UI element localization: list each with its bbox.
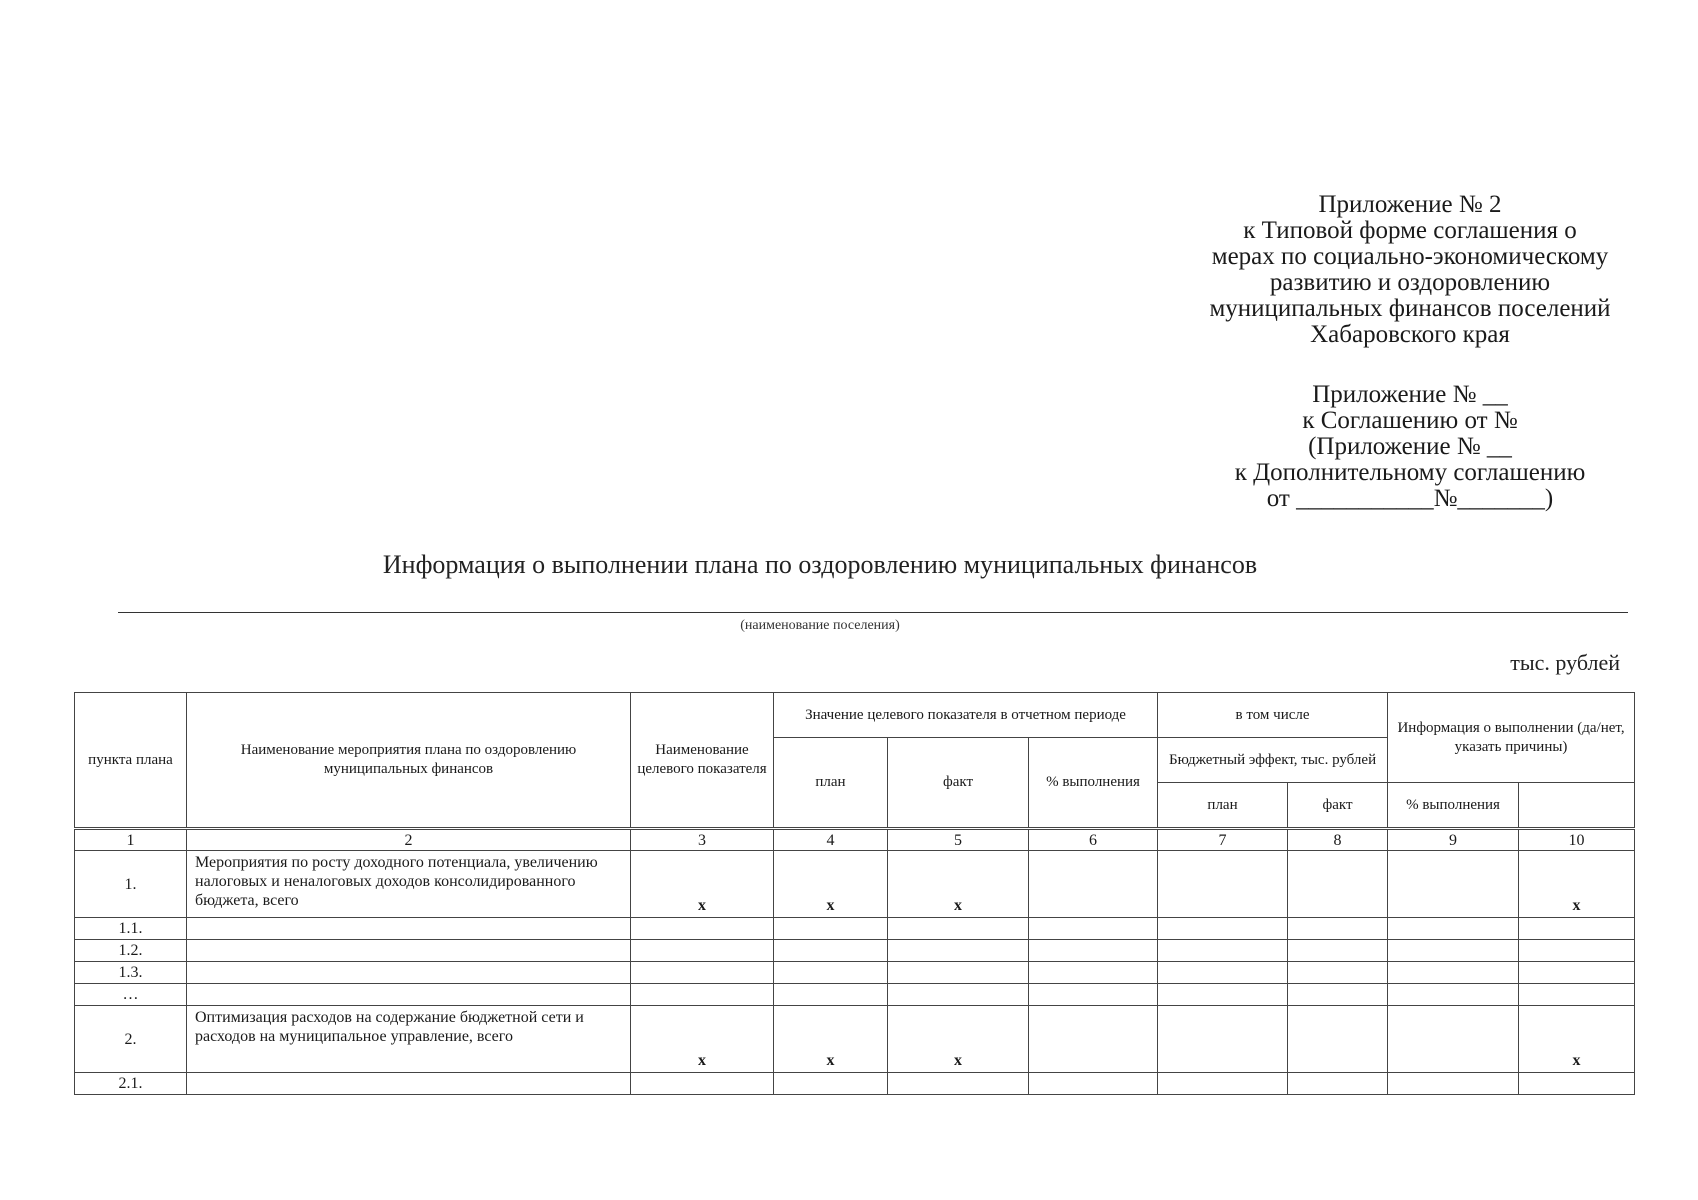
table-cell [1158,851,1288,918]
header-item-number: пункта плана [75,693,187,829]
header-effect-plan: план [1158,783,1288,829]
header-target-percent: % выполнения [1029,738,1158,829]
table-row [75,918,1635,940]
table-row [75,1073,1635,1095]
row-number: … [75,984,187,1006]
table-cell [1519,940,1635,962]
table-cell [1388,1073,1519,1095]
column-number-row [75,829,1635,851]
plan-table [74,692,1635,1095]
table-cell [1158,1073,1288,1095]
table-cell [1288,1006,1388,1073]
table-cell [1029,962,1158,984]
na-mark: x [774,851,888,918]
table-cell [774,1073,888,1095]
table-row [75,851,1635,918]
agreement-line-5: от ___________№_______) [1266,485,1554,512]
appendix-line-6: Хабаровского края [1310,321,1510,348]
column-number: 5 [888,829,1029,851]
na-mark: x [774,1006,888,1073]
table-cell [1029,1073,1158,1095]
header-activity-name: Наименование мероприятия плана по оздоровлению муниципальных финансов [187,693,631,829]
na-mark: x [631,1006,774,1073]
table-cell [187,984,631,1006]
table-cell [1388,1006,1519,1073]
header-target-plan: план [774,738,888,829]
table-cell [1158,918,1288,940]
table-cell [1158,962,1288,984]
table-row [75,962,1635,984]
table-cell [1288,984,1388,1006]
table-cell [631,984,774,1006]
appendix-line-4: развитию и оздоровлению [1269,269,1551,296]
header-info-percent: % выполнения [1388,783,1519,829]
agreement-line-2: к Соглашению от № [1302,407,1518,434]
table-cell [187,962,631,984]
column-number: 2 [187,829,631,851]
table-cell [1388,940,1519,962]
table-cell [1029,1006,1158,1073]
header-target-value-group: Значение целевого показателя в отчетном периоде [774,693,1158,738]
row-activity-text: Мероприятия по росту доходного потенциала, увеличению налоговых и неналоговых доходов консолидированного бюджета, всего [187,851,631,918]
document-title: Информация о выполнении плана по оздоровлению муниципальных финансов [382,550,1258,579]
table-cell [1029,984,1158,1006]
table-cell [1519,918,1635,940]
column-number: 7 [1158,829,1288,851]
row-number: 2.1. [75,1073,187,1095]
column-number: 1 [75,829,187,851]
table-cell [187,940,631,962]
row-number: 1.3. [75,962,187,984]
na-mark: x [888,1006,1029,1073]
header-indicator-name: Наименование целевого показателя [631,693,774,829]
agreement-line-4: к Дополнительному соглашению [1234,459,1586,486]
column-number: 3 [631,829,774,851]
agreement-line-1: Приложение № __ [1312,381,1508,408]
column-number: 10 [1519,829,1635,851]
appendix-line-3: мерах по социально-экономическому [1211,243,1609,270]
table-cell [631,1073,774,1095]
table-cell [1388,984,1519,1006]
row-number: 1. [75,851,187,918]
header-budget-effect: Бюджетный эффект, тыс. рублей [1158,738,1388,783]
row-number: 1.2. [75,940,187,962]
table-cell [631,940,774,962]
column-number: 8 [1288,829,1388,851]
na-mark: x [631,851,774,918]
table-cell [1288,851,1388,918]
agreement-line-3: (Приложение № __ [1308,433,1512,460]
row-number: 1.1. [75,918,187,940]
table-cell [888,940,1029,962]
header-info-empty [1519,783,1635,829]
table-cell [888,984,1029,1006]
table-row [75,940,1635,962]
column-number: 4 [774,829,888,851]
table-cell [888,918,1029,940]
header-effect-fact: факт [1288,783,1388,829]
settlement-caption: (наименование поселения) [740,618,900,633]
table-cell [1029,918,1158,940]
na-mark: x [888,851,1029,918]
header-info-group: Информация о выполнении (да/нет, указать причины) [1388,693,1635,783]
table-cell [1288,918,1388,940]
appendix-line-1: Приложение № 2 [1318,191,1502,218]
table-cell [631,918,774,940]
row-number: 2. [75,1006,187,1073]
table-cell [1519,984,1635,1006]
column-number: 6 [1029,829,1158,851]
table-cell [774,940,888,962]
table-row [75,984,1635,1006]
table-row [75,1006,1635,1073]
table-cell [774,962,888,984]
table-cell [1388,918,1519,940]
table-cell [888,1073,1029,1095]
table-cell [1288,1073,1388,1095]
table-cell [1029,940,1158,962]
table-cell [774,918,888,940]
na-mark: x [1519,1006,1635,1073]
appendix-line-2: к Типовой форме соглашения о [1243,217,1577,244]
header-including-group: в том числе [1158,693,1388,738]
table-cell [1158,1006,1288,1073]
table-cell [1288,962,1388,984]
table-cell [187,1073,631,1095]
column-number: 9 [1388,829,1519,851]
appendix-line-5: муниципальных финансов поселений [1209,295,1611,322]
table-cell [1158,940,1288,962]
table-cell [1158,984,1288,1006]
table-cell [1388,851,1519,918]
units-label: тыс. рублей [1510,650,1620,675]
table-cell [774,984,888,1006]
table-cell [1519,1073,1635,1095]
table-cell [1388,962,1519,984]
table-cell [187,918,631,940]
na-mark: x [1519,851,1635,918]
row-activity-text: Оптимизация расходов на содержание бюджетной сети и расходов на муниципальное управление, всего [187,1006,631,1073]
appendix-header [1160,192,1660,512]
table-cell [1519,962,1635,984]
table-cell [888,962,1029,984]
settlement-name-line [118,612,1628,613]
table-cell [1029,851,1158,918]
table-cell [631,962,774,984]
table-cell [1288,940,1388,962]
header-target-fact: факт [888,738,1029,829]
